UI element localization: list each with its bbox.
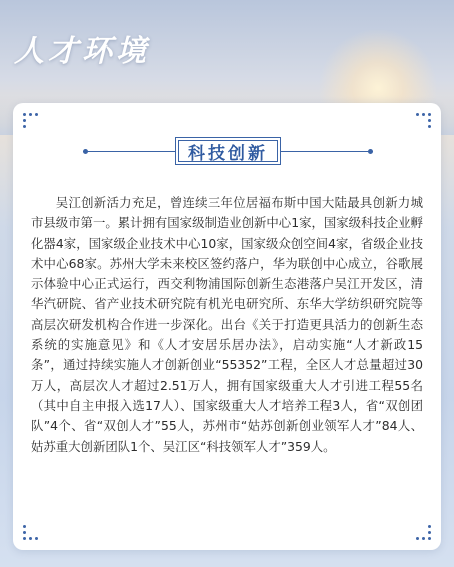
card-title-row	[13, 137, 441, 167]
dot-grid-icon	[23, 524, 43, 540]
content-card	[13, 103, 441, 550]
card-title-box	[175, 137, 281, 165]
title-divider-left	[83, 151, 175, 152]
card-title: 科技创新	[178, 140, 278, 162]
dot-grid-icon	[23, 113, 43, 129]
section-heading: 人才环境	[14, 34, 150, 69]
title-divider-right	[281, 151, 373, 152]
dot-grid-icon	[411, 524, 431, 540]
card-paragraph: 吴江创新活力充足，曾连续三年位居福布斯中国大陆最具创新力城市县级市第一。累计拥有国家级制造业创新中心1家，国家级科技企业孵化器4家，国家级企业技术中心10家，国家级众创空间4家，省级企业技术中心68家。苏州大学未来校区签约落户，华为联创中心成立，谷歌展示体验中心正式运行，西交利物浦国际创新生态港落户吴江开发区，清华汽研院、省产业技术研究院有机光电研究所、东华大学纺织研究院等高层次研发机构合作进一步深化。出台《关于打造更具活力的创新生态系统的实施意见》和《人才安居乐居办法》，启动实施“人才新政15条”，通过持续实施人才创新创业“55352”工程，全区人才总量超过30万人，高层次人才超过2.51万人，拥有国家级重大人才引进工程55名（其中自主申报入选17人）、国家级重大人才培养工程3人，省“双创团队”4个、省“双创人才”55人，苏州市“姑苏创新创业领军人才”84人、姑苏重大创新团队1个、吴江区“科技领军人才”359人。	[31, 195, 423, 454]
dot-grid-icon	[411, 113, 431, 129]
